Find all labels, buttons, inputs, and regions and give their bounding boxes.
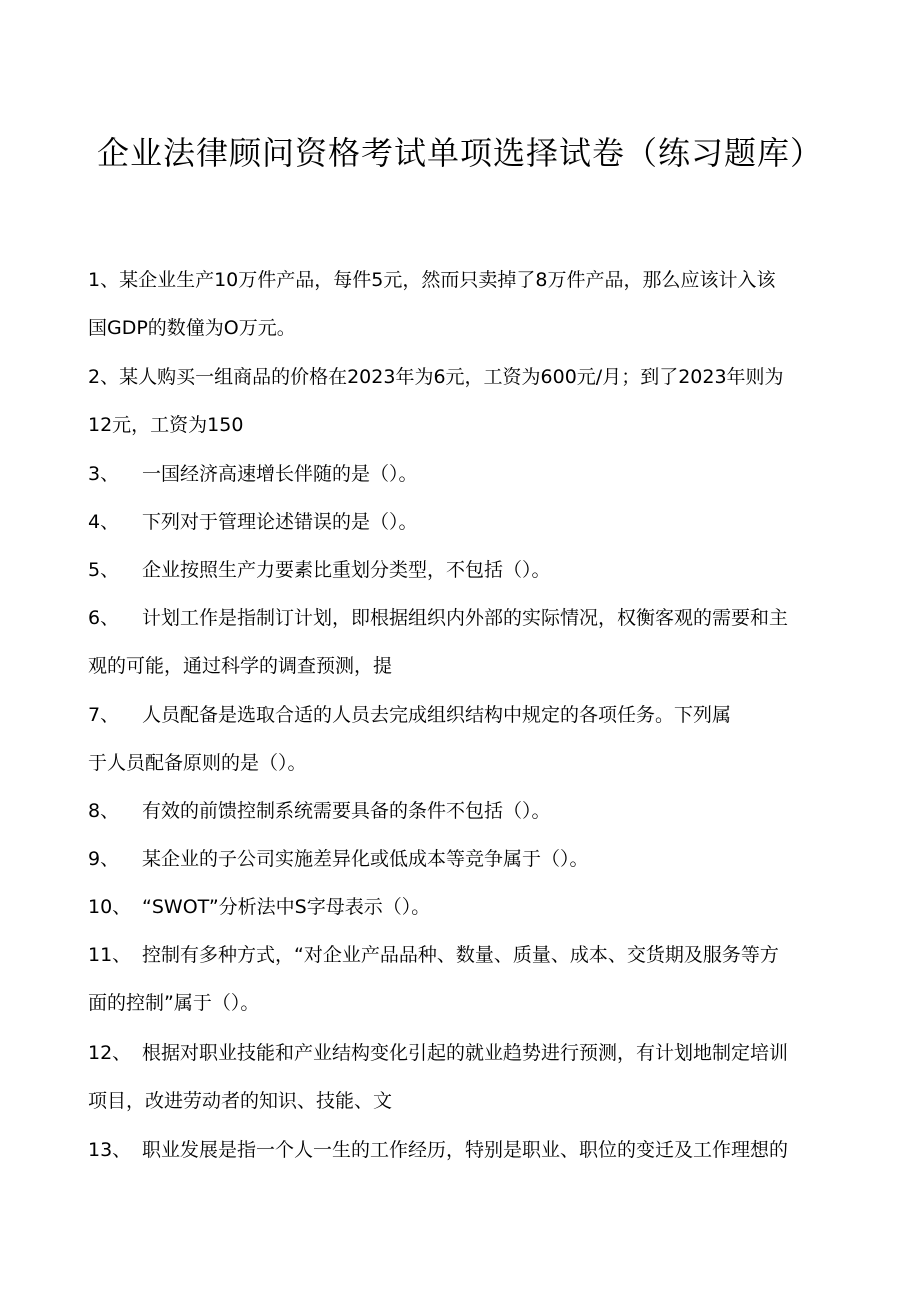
question-number: 3、 [88, 463, 120, 485]
question-text: 有效的前馈控制系统需要具备的条件不包括（）。 [142, 800, 551, 822]
question-2 [88, 365, 784, 389]
question-text: 国GDP的数僮为O万元。 [88, 317, 296, 339]
question-number: 2、 [88, 366, 120, 388]
question-text: 某企业生产10万件产品，每件5元，然而只卖掉了8万件产品，那么应该计入该 [119, 269, 776, 291]
question-number: 11、 [88, 944, 132, 966]
question-number: 13、 [88, 1139, 132, 1161]
question-3 [88, 462, 418, 486]
question-text: 于人员配备原则的是（）。 [88, 752, 307, 774]
question-text: 职业发展是指一个人一生的工作经历，特别是职业、职位的变迁及工作理想的 [142, 1139, 789, 1161]
question-6-continuation [88, 654, 392, 678]
question-number: 10、 [88, 896, 132, 918]
question-number: 9、 [88, 848, 120, 870]
question-10 [88, 895, 430, 919]
question-number: 8、 [88, 800, 120, 822]
question-number: 6、 [88, 607, 120, 629]
question-text: 12元，工资为150 [88, 414, 244, 436]
question-number: 12、 [88, 1042, 132, 1064]
question-5 [88, 558, 551, 582]
question-11 [88, 943, 779, 967]
question-2-continuation [88, 413, 243, 437]
question-11-continuation [88, 991, 259, 1015]
question-text: 计划工作是指制订计划，即根据组织内外部的实际情况，权衡客观的需要和主 [142, 607, 789, 629]
question-4 [88, 510, 418, 534]
question-1-continuation [88, 316, 296, 340]
question-8 [88, 799, 551, 823]
question-6 [88, 606, 788, 630]
question-1 [88, 268, 775, 292]
question-number: 5、 [88, 559, 120, 581]
question-text: 下列对于管理论述错误的是（）。 [142, 511, 418, 533]
question-text: 一国经济高速增长伴随的是（）。 [142, 463, 418, 485]
question-text: 根据对职业技能和产业结构变化引起的就业趋势进行预测，有计划地制定培训 [142, 1042, 789, 1064]
question-text: 某人购买一组商品的价格在2023年为6元，工资为600元/月；到了2023年则为 [119, 366, 784, 388]
question-text: 控制有多种方式，“对企业产品品种、数量、质量、成本、交货期及服务等方 [142, 944, 779, 966]
question-13 [88, 1138, 788, 1162]
question-text: 企业按照生产力要素比重划分类型，不包括（）。 [142, 559, 551, 581]
document-title: 企业法律顾问资格考试单项选择试卷（练习题库） [96, 134, 823, 172]
question-number: 4、 [88, 511, 120, 533]
question-text: 某企业的子公司实施差异化或低成本等竞争属于（）。 [142, 848, 589, 870]
question-7 [88, 703, 731, 727]
question-text: “SWOT”分析法中S字母表示（）。 [142, 896, 431, 918]
question-number: 7、 [88, 704, 120, 726]
question-12 [88, 1041, 788, 1065]
question-text: 观的可能，通过科学的调查预测，提 [88, 655, 393, 677]
question-number: 1、 [88, 269, 120, 291]
question-9 [88, 847, 589, 871]
question-7-continuation [88, 751, 307, 775]
question-text: 面的控制”属于（）。 [88, 992, 260, 1014]
question-text: 人员配备是选取合适的人员去完成组织结构中规定的各项任务。下列属 [142, 704, 732, 726]
question-12-continuation [88, 1089, 392, 1113]
question-text: 项目，改进劳动者的知识、技能、文 [88, 1090, 393, 1112]
